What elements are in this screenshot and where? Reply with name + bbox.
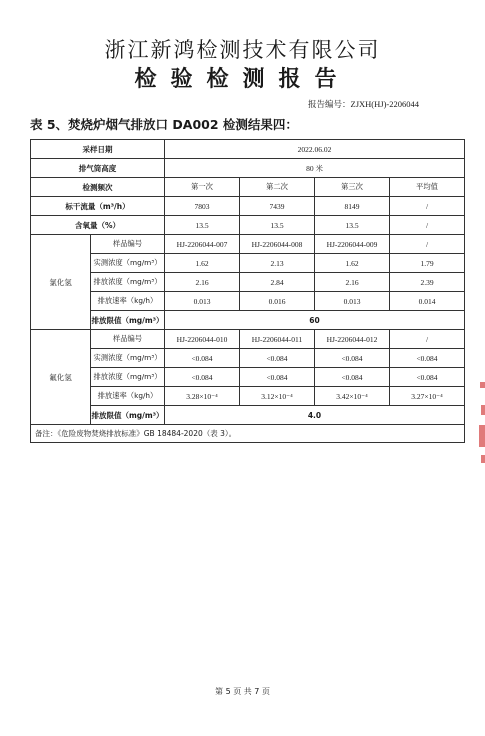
flow-value: 7439 [240, 197, 315, 216]
table-row [31, 406, 465, 425]
table-row [31, 178, 465, 197]
table-row [31, 425, 465, 443]
flow-value: 7803 [165, 197, 240, 216]
table-caption: 表 5、焚烧炉烟气排放口 DA002 检测结果四： [30, 117, 298, 132]
chlorine-limit-value: 60 [165, 311, 465, 330]
oxygen-value: 13.5 [240, 216, 315, 235]
chlorine-limit-label: 排放限值（mg/m³） [91, 311, 165, 330]
table-row [31, 330, 465, 349]
chlorine-conc-label: 实测浓度（mg/m³） [91, 254, 165, 273]
chlorine-conc: 1.62 [165, 254, 240, 273]
sample-date-label: 采样日期 [31, 140, 165, 159]
chlorine-conc: 2.13 [240, 254, 315, 273]
table-note: 备注：《危险废物焚烧排放标准》GB 18484-2020（表 3）。 [31, 425, 465, 443]
frequency-col-3: 第三次 [315, 178, 390, 197]
table-row [31, 235, 465, 254]
fluoride-sample-id: HJ-2206044-011 [240, 330, 315, 349]
fluoride-conc: <0.084 [315, 349, 390, 368]
fluoride-sample-label: 样品编号 [91, 330, 165, 349]
chlorine-rate-label: 排放速率（kg/h） [91, 292, 165, 311]
fluoride-limit-value: 4.0 [165, 406, 465, 425]
fluoride-conc: <0.084 [240, 349, 315, 368]
table-row [31, 140, 465, 159]
table-row [31, 254, 465, 273]
stack-height-value: 80 米 [165, 159, 465, 178]
fluoride-rate-label: 排放速率（kg/h） [91, 387, 165, 406]
fluoride-conv: <0.084 [165, 368, 240, 387]
stamp-edge-mark [481, 405, 485, 415]
table-row [31, 349, 465, 368]
chlorine-conv: 2.16 [165, 273, 240, 292]
frequency-col-avg: 平均值 [390, 178, 465, 197]
fluoride-rate: 3.27×10⁻⁴ [390, 387, 465, 406]
oxygen-value: 13.5 [315, 216, 390, 235]
page-number: 第 5 页 共 7 页 [215, 687, 270, 696]
fluoride-group-label: 氟化氢 [31, 330, 91, 425]
fluoride-rate: 3.12×10⁻⁴ [240, 387, 315, 406]
fluoride-conc: <0.084 [390, 349, 465, 368]
table-row [31, 311, 465, 330]
results-table [30, 139, 465, 443]
fluoride-rate: 3.42×10⁻⁴ [315, 387, 390, 406]
stamp-edge-mark [481, 455, 485, 463]
chlorine-group-label: 氯化氢 [31, 235, 91, 330]
report-number: 报告编号：ZJXH(HJ)-2206044 [308, 99, 419, 109]
stack-height-label: 排气筒高度 [31, 159, 165, 178]
table-row [31, 292, 465, 311]
frequency-col-2: 第二次 [240, 178, 315, 197]
frequency-label: 检测频次 [31, 178, 165, 197]
chlorine-conv: 2.84 [240, 273, 315, 292]
chlorine-conv: 2.16 [315, 273, 390, 292]
oxygen-value: 13.5 [165, 216, 240, 235]
chlorine-conc: 1.79 [390, 254, 465, 273]
stamp-edge-mark [479, 425, 485, 447]
flow-value: / [390, 197, 465, 216]
fluoride-conv: <0.084 [315, 368, 390, 387]
chlorine-sample-id: HJ-2206044-007 [165, 235, 240, 254]
fluoride-conv-label: 排放浓度（mg/m³） [91, 368, 165, 387]
fluoride-limit-label: 排放限值（mg/m³） [91, 406, 165, 425]
chlorine-rate: 0.016 [240, 292, 315, 311]
chlorine-conv: 2.39 [390, 273, 465, 292]
oxygen-label: 含氧量（%） [31, 216, 165, 235]
table-row [31, 159, 465, 178]
flow-label: 标干流量（m³/h） [31, 197, 165, 216]
frequency-col-1: 第一次 [165, 178, 240, 197]
results-table-wrapper [30, 139, 464, 443]
stamp-edge-mark [480, 382, 485, 388]
table-row [31, 387, 465, 406]
table-row [31, 197, 465, 216]
fluoride-rate: 3.28×10⁻⁴ [165, 387, 240, 406]
flow-value: 8149 [315, 197, 390, 216]
fluoride-conc: <0.084 [165, 349, 240, 368]
fluoride-conv: <0.084 [240, 368, 315, 387]
fluoride-conv: <0.084 [390, 368, 465, 387]
chlorine-sample-id: / [390, 235, 465, 254]
report-title: 检验检测报告 [134, 67, 351, 92]
fluoride-sample-id: HJ-2206044-012 [315, 330, 390, 349]
chlorine-sample-id: HJ-2206044-009 [315, 235, 390, 254]
company-name: 浙江新鸿检测技术有限公司 [104, 38, 381, 62]
chlorine-sample-id: HJ-2206044-008 [240, 235, 315, 254]
table-row [31, 273, 465, 292]
table-row [31, 368, 465, 387]
chlorine-rate: 0.013 [165, 292, 240, 311]
chlorine-rate: 0.013 [315, 292, 390, 311]
table-row [31, 216, 465, 235]
chlorine-sample-label: 样品编号 [91, 235, 165, 254]
fluoride-conc-label: 实测浓度（mg/m³） [91, 349, 165, 368]
sample-date-value: 2022.06.02 [165, 140, 465, 159]
chlorine-conc: 1.62 [315, 254, 390, 273]
fluoride-sample-id: HJ-2206044-010 [165, 330, 240, 349]
oxygen-value: / [390, 216, 465, 235]
chlorine-rate: 0.014 [390, 292, 465, 311]
chlorine-conv-label: 排放浓度（mg/m³） [91, 273, 165, 292]
fluoride-sample-id: / [390, 330, 465, 349]
